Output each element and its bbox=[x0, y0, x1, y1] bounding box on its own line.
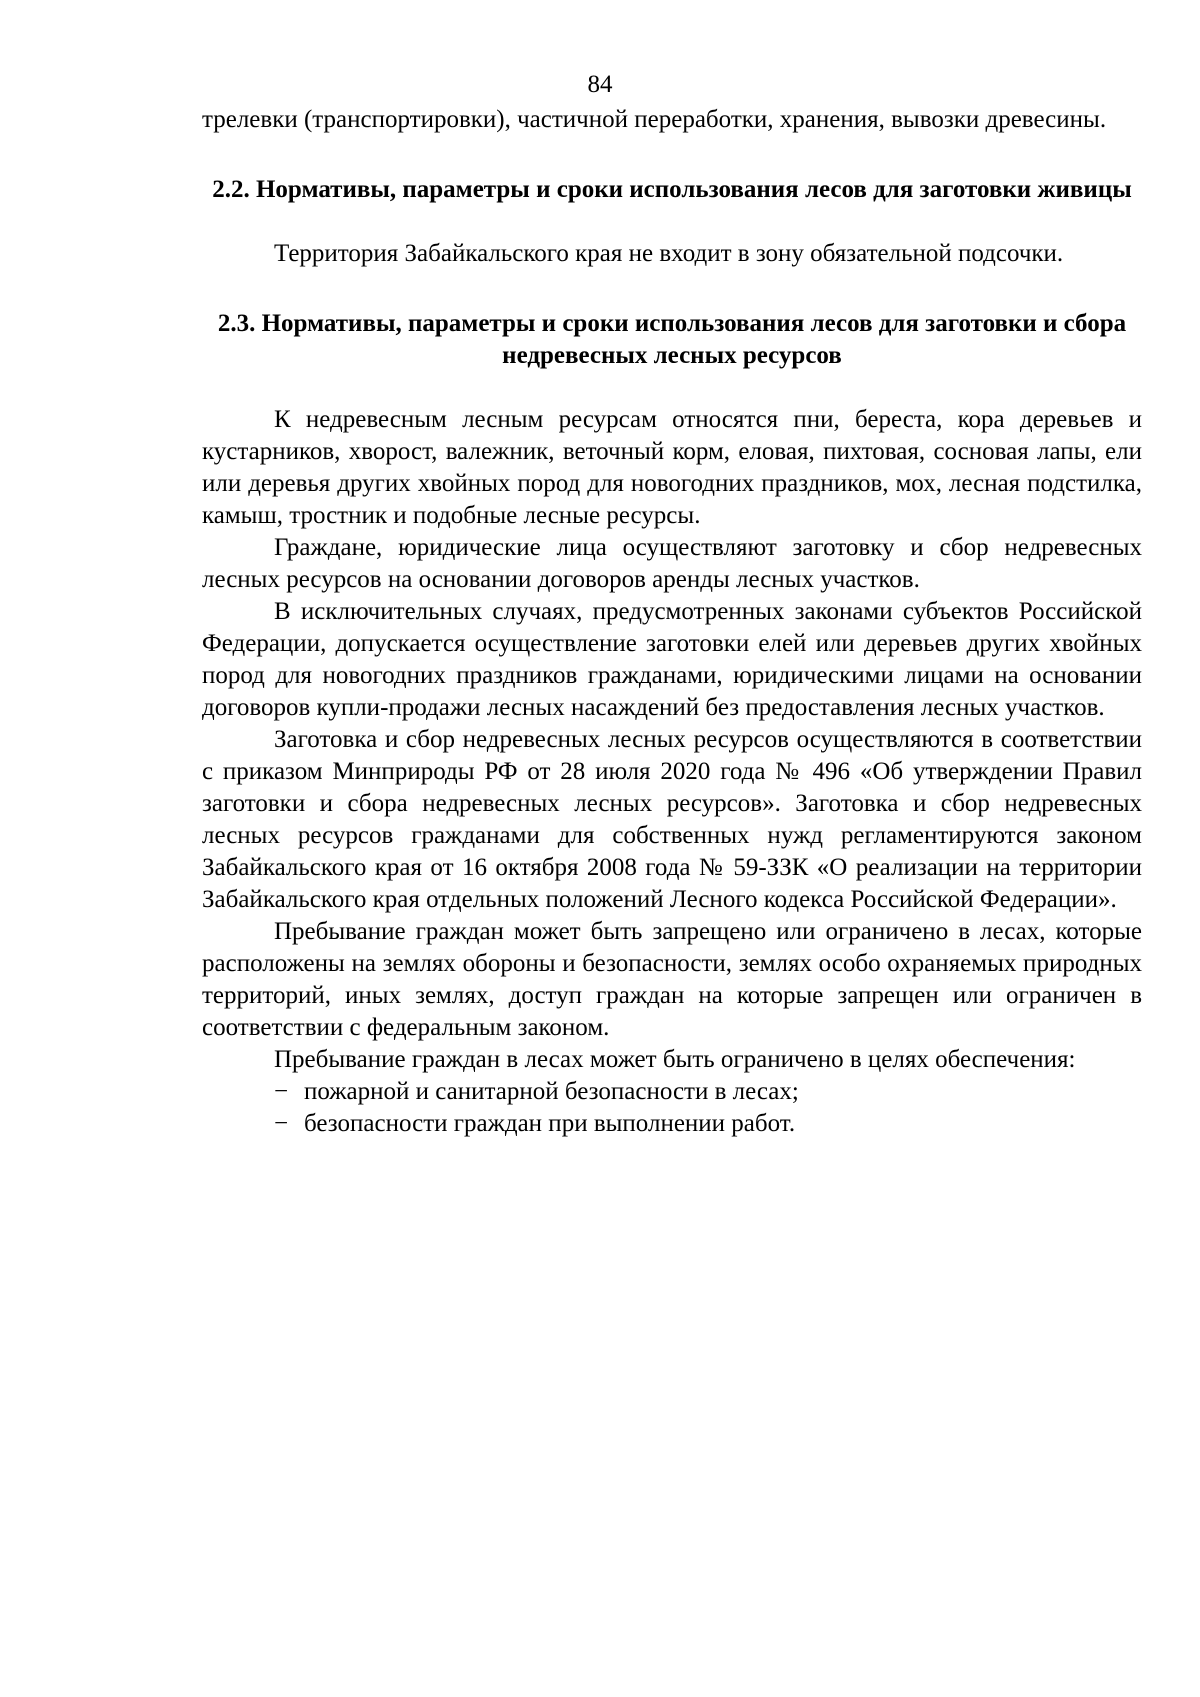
bullet-text: пожарной и санитарной безопасности в лесах; bbox=[304, 1078, 799, 1105]
bullet-marker: − bbox=[274, 1078, 289, 1105]
section-2-3-paragraph-3: В исключительных случаях, предусмотренных законами субъектов Российской Федерации, допускается осуществление заготовки елей или деревьев других хвойных пород для новогодних праздников гражданами, юридическими лицами на основании договоров купли-продажи лесных насаждений без предоставления лесных участков. bbox=[202, 598, 1142, 721]
section-2-3-paragraph-5: Пребывание граждан может быть запрещено или ограничено в лесах, которые расположены на землях обороны и безопасности, землях особо охраняемых природных территорий, иных землях, доступ граждан на которые запрещен или ограничен в соответствии с федеральным законом. bbox=[202, 918, 1142, 1041]
list-item bbox=[202, 1076, 1142, 1108]
section-2-2-heading: 2.2. Нормативы, параметры и сроки использования лесов для заготовки живицы bbox=[212, 176, 1132, 203]
section-2-3-paragraph-2: Граждане, юридические лица осуществляют заготовку и сбор недревесных лесных ресурсов на основании договоров аренды лесных участков. bbox=[202, 534, 1142, 593]
section-2-2-paragraph: Территория Забайкальского края не входит в зону обязательной подсочки. bbox=[274, 240, 1064, 267]
intro-paragraph: трелевки (транспортировки), частичной переработки, хранения, вывозки древесины. bbox=[202, 106, 1107, 133]
section-2-3-paragraph-4: Заготовка и сбор недревесных лесных ресурсов осуществляются в соответствии с приказом Минприроды РФ от 28 июля 2020 года № 496 «Об утверждении Правил заготовки и сбора недревесных лесных ресурсов». Заготовка и сбор недревесных лесных ресурсов гражданами для собственных нужд регламентируются законом Забайкальского края от 16 октября 2008 года № 59-ЗЗК «О реализации на территории Забайкальского края отдельных положений Лесного кодекса Российской Федерации». bbox=[202, 726, 1142, 913]
page-content bbox=[202, 104, 1142, 1140]
bullet-marker: − bbox=[274, 1110, 289, 1137]
list-item bbox=[202, 1108, 1142, 1140]
section-2-3-paragraph-6: Пребывание граждан в лесах может быть ограничено в целях обеспечения: bbox=[274, 1046, 1076, 1073]
bullet-text: безопасности граждан при выполнении работ. bbox=[304, 1110, 796, 1137]
page-number: 84 bbox=[587, 71, 613, 98]
section-2-3-paragraph-1: К недревесным лесным ресурсам относятся пни, береста, кора деревьев и кустарников, хворост, валежник, веточный корм, еловая, пихтовая, сосновая лапы, ели или деревья других хвойных пород для новогодних праздников, мох, лесная подстилка, камыш, тростник и подобные лесные ресурсы. bbox=[202, 406, 1142, 529]
section-2-3-heading: 2.3. Нормативы, параметры и сроки использования лесов для заготовки и сбора недревесных лесных ресурсов bbox=[217, 310, 1127, 369]
